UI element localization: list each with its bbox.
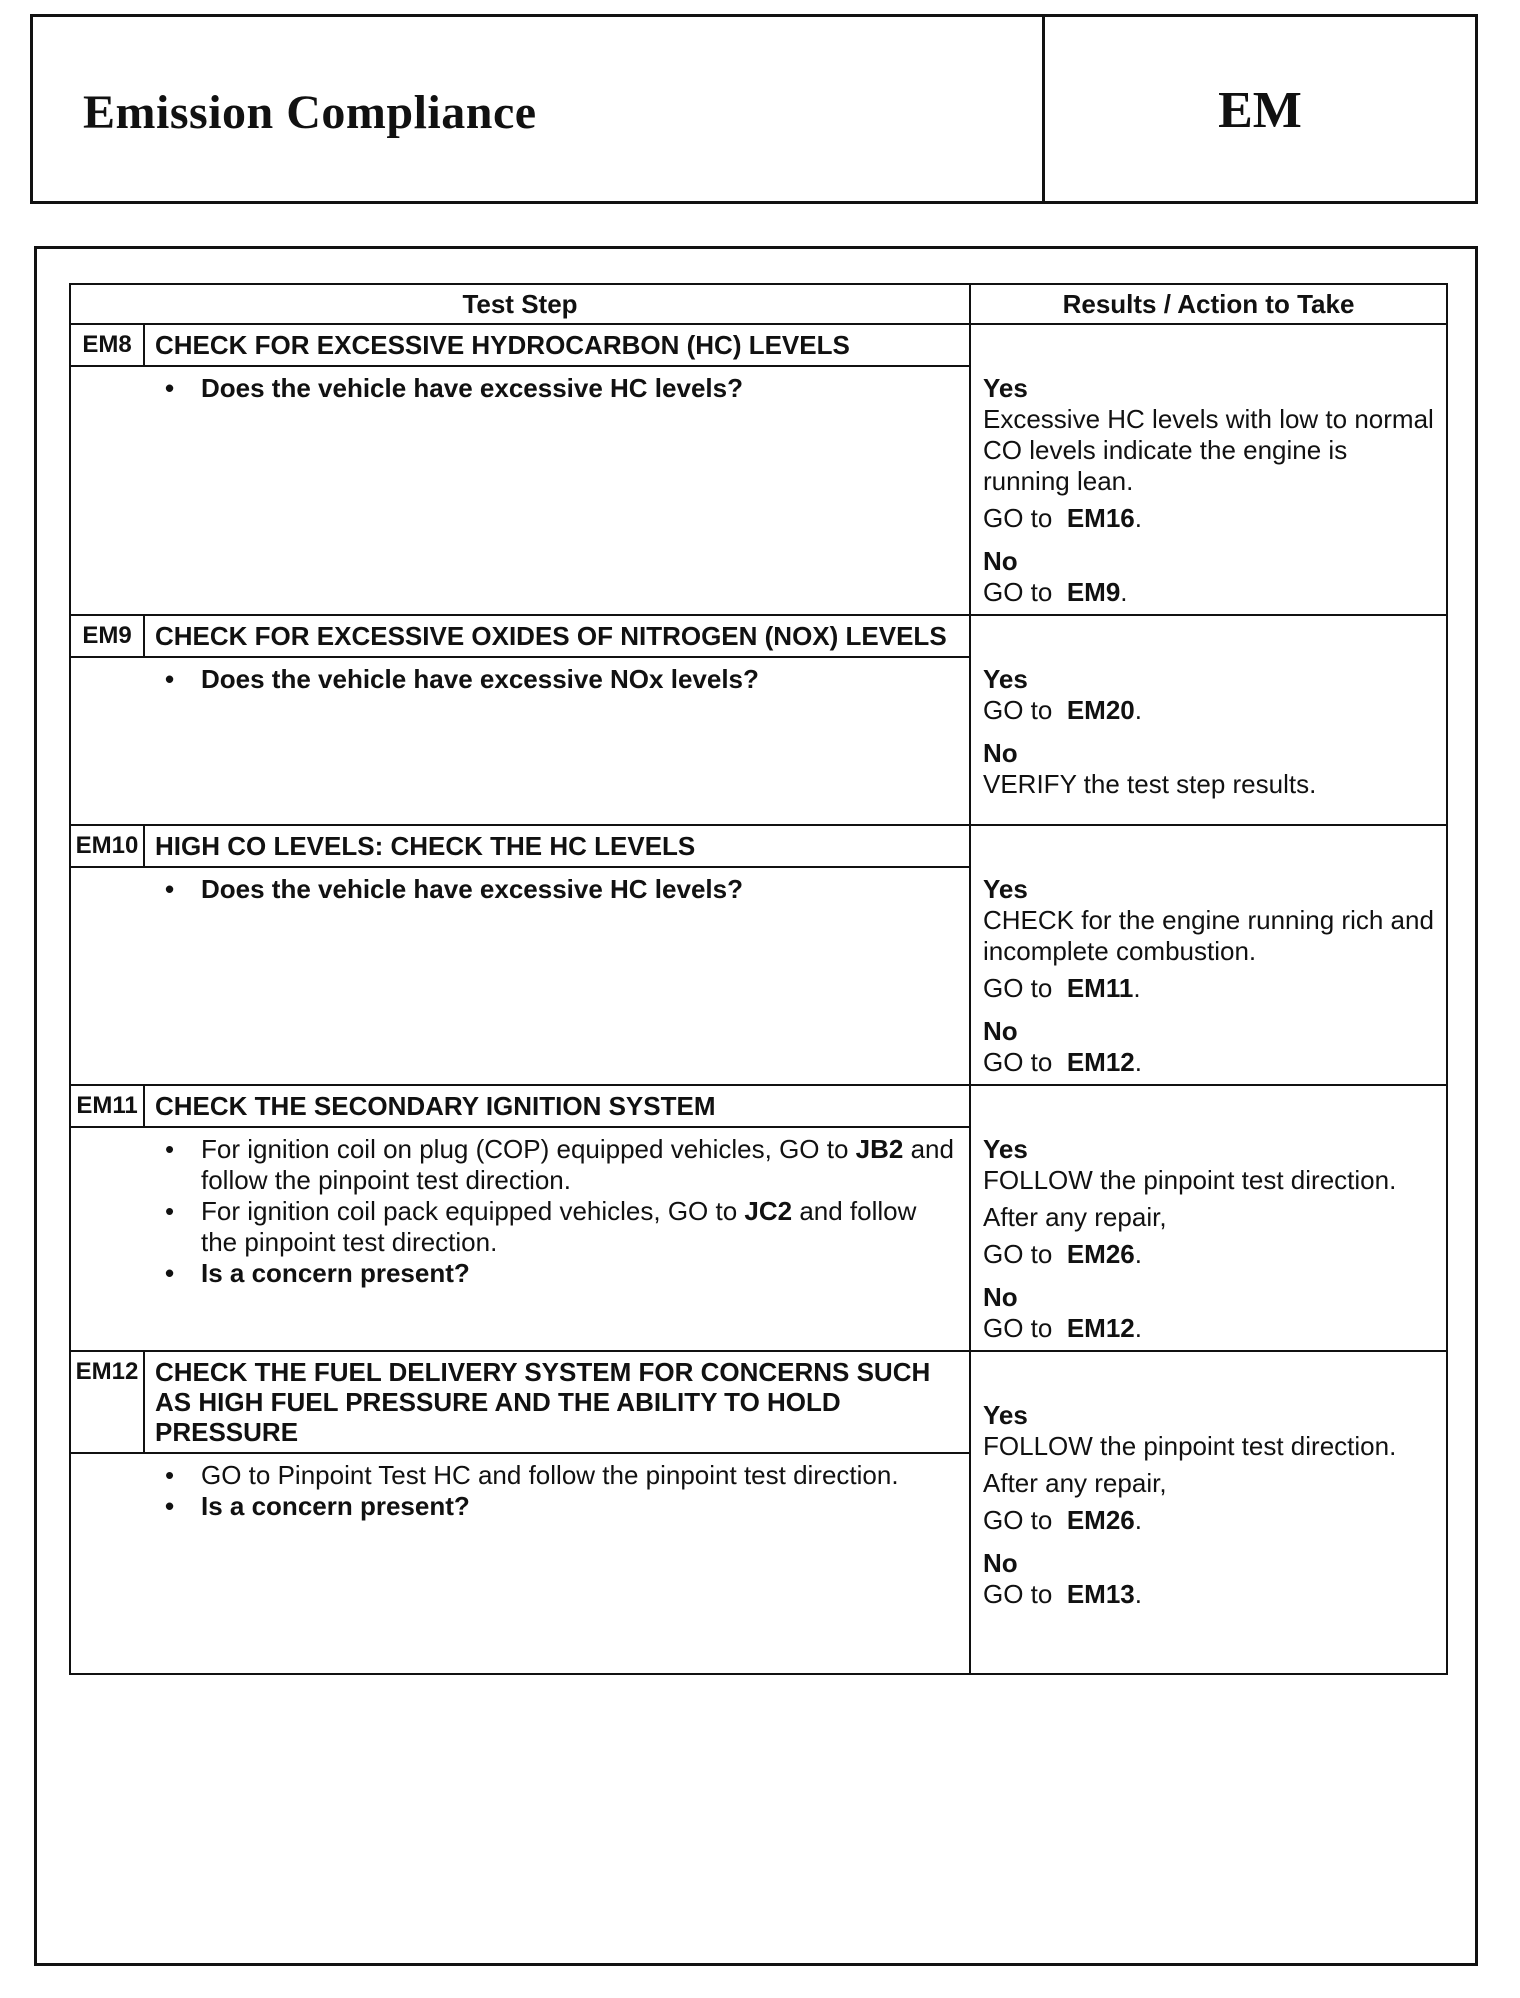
yes-text: FOLLOW the pinpoint test direction.: [983, 1165, 1397, 1195]
step-bullet-list: [155, 1460, 959, 1522]
step-id: EM10: [71, 826, 145, 866]
step-body: [71, 868, 969, 915]
yes-label: Yes: [983, 664, 1028, 694]
goto-target: EM26: [1066, 1239, 1135, 1269]
no-goto: GO to EM12.: [983, 1047, 1142, 1077]
result-cell: [970, 324, 1447, 615]
step-title: HIGH CO LEVELS: CHECK THE HC LEVELS: [155, 831, 696, 861]
test-step-table: [69, 283, 1448, 1675]
step-bullet: [161, 1196, 959, 1258]
step-bullet: [161, 1134, 959, 1196]
step-bullet-list: [155, 874, 959, 905]
page-title: Emission Compliance: [83, 86, 537, 139]
step-id: EM12: [71, 1352, 145, 1452]
step-id: EM9: [71, 616, 145, 656]
bullet-text: For ignition coil on plug (COP) equipped vehicles, GO to: [201, 1134, 856, 1164]
no-label: No: [983, 1016, 1018, 1046]
step-title: CHECK THE SECONDARY IGNITION SYSTEM: [155, 1091, 716, 1121]
table-row: [70, 324, 1447, 615]
result-content: [971, 1352, 1446, 1616]
no-text: VERIFY the test step results.: [983, 769, 1317, 799]
goto-prefix: GO to: [983, 1239, 1053, 1269]
step-question: • Does the vehicle have excessive HC levels?: [161, 373, 959, 404]
table-row: [70, 1085, 1447, 1351]
step-reference: JB2: [855, 1134, 904, 1164]
step-bullet-list: [155, 373, 959, 404]
goto-prefix: GO to: [983, 1047, 1053, 1077]
goto-target: EM12: [1066, 1313, 1135, 1343]
step-bullet-list: [155, 1134, 959, 1289]
yes-text: Excessive HC levels with low to normal CO levels indicate the engine is running lean.: [983, 404, 1434, 496]
step-header: [71, 826, 969, 868]
goto-prefix: GO to: [983, 973, 1053, 1003]
goto-prefix: GO to: [983, 1313, 1053, 1343]
goto-target: EM16: [1066, 503, 1135, 533]
test-step-cell: [70, 825, 970, 1085]
no-goto: GO to EM12.: [983, 1313, 1142, 1343]
step-question: • Is a concern present?: [161, 1258, 959, 1289]
goto-target: EM20: [1066, 695, 1135, 725]
goto-prefix: GO to: [983, 577, 1053, 607]
table-body: [70, 324, 1447, 1674]
content-box: [34, 246, 1478, 1966]
step-header: [71, 325, 969, 367]
yes-goto: GO to EM11.: [983, 973, 1141, 1003]
step-title: CHECK FOR EXCESSIVE OXIDES OF NITROGEN (NOX) LEVELS: [155, 621, 947, 651]
yes-goto: GO to EM26.: [983, 1505, 1142, 1535]
yes-note: After any repair,: [983, 1468, 1167, 1498]
result-content: [971, 1086, 1446, 1350]
yes-goto: GO to EM20.: [983, 695, 1142, 725]
test-step-cell: [70, 615, 970, 825]
no-label: No: [983, 1548, 1018, 1578]
step-question: • Does the vehicle have excessive HC levels?: [161, 874, 959, 905]
step-title: CHECK FOR EXCESSIVE HYDROCARBON (HC) LEVELS: [155, 330, 850, 360]
no-label: No: [983, 546, 1018, 576]
result-content: [971, 826, 1446, 1084]
goto-target: EM26: [1066, 1505, 1135, 1535]
bullet-text: and follow the pinpoint test direction.: [201, 1196, 917, 1257]
goto-target: EM9: [1066, 577, 1121, 607]
step-id: EM8: [71, 325, 145, 365]
goto-prefix: GO to: [983, 1505, 1053, 1535]
step-bullet-list: [155, 664, 959, 695]
step-reference: JC2: [744, 1196, 793, 1226]
bullet-text: For ignition coil pack equipped vehicles, GO to: [201, 1196, 745, 1226]
table-row: [70, 615, 1447, 825]
no-goto: GO to EM9.: [983, 577, 1128, 607]
yes-label: Yes: [983, 1400, 1028, 1430]
yes-label: Yes: [983, 874, 1028, 904]
step-bullet: • GO to Pinpoint Test HC and follow the pinpoint test direction.: [161, 1460, 959, 1491]
section-code: EM: [1218, 82, 1302, 139]
yes-goto: GO to EM16.: [983, 503, 1142, 533]
result-content: [971, 325, 1446, 614]
step-question: • Is a concern present?: [161, 1491, 959, 1522]
header-box: [30, 14, 1478, 204]
result-cell: [970, 825, 1447, 1085]
goto-target: EM13: [1066, 1579, 1135, 1609]
goto-target: EM11: [1066, 973, 1134, 1003]
step-header: [71, 1086, 969, 1128]
step-id: EM11: [71, 1086, 145, 1126]
test-step-cell: [70, 1351, 970, 1674]
table-row: [70, 825, 1447, 1085]
no-label: No: [983, 738, 1018, 768]
result-cell: [970, 1085, 1447, 1351]
result-cell: [970, 1351, 1447, 1674]
yes-label: Yes: [983, 1134, 1028, 1164]
step-header: [71, 616, 969, 658]
step-title: CHECK THE FUEL DELIVERY SYSTEM FOR CONCERNS SUCH AS HIGH FUEL PRESSURE AND THE ABILITY TO HOLD PRESSURE: [155, 1357, 931, 1447]
result-content: [971, 616, 1446, 806]
goto-prefix: GO to: [983, 695, 1053, 725]
yes-label: Yes: [983, 373, 1028, 403]
bullet-text: and follow the pinpoint test direction.: [201, 1134, 954, 1195]
test-step-cell: [70, 1085, 970, 1351]
result-cell: [970, 615, 1447, 825]
yes-note: After any repair,: [983, 1202, 1167, 1232]
step-question: • Does the vehicle have excessive NOx levels?: [161, 664, 959, 695]
goto-target: EM12: [1066, 1047, 1135, 1077]
test-step-cell: [70, 324, 970, 615]
step-header: [71, 1352, 969, 1454]
no-goto: GO to EM13.: [983, 1579, 1142, 1609]
step-body: [71, 1128, 969, 1299]
step-body: [71, 1454, 969, 1532]
no-label: No: [983, 1282, 1018, 1312]
table-header-row: [70, 284, 1447, 324]
yes-text: CHECK for the engine running rich and incomplete combustion.: [983, 905, 1434, 966]
table-row: [70, 1351, 1447, 1674]
step-body: [71, 367, 969, 414]
yes-goto: GO to EM26.: [983, 1239, 1142, 1269]
column-header-test-step: Test Step: [70, 284, 970, 324]
goto-prefix: GO to: [983, 1579, 1053, 1609]
yes-text: FOLLOW the pinpoint test direction.: [983, 1431, 1397, 1461]
goto-prefix: GO to: [983, 503, 1053, 533]
step-body: [71, 658, 969, 705]
column-header-results: Results / Action to Take: [970, 284, 1447, 324]
